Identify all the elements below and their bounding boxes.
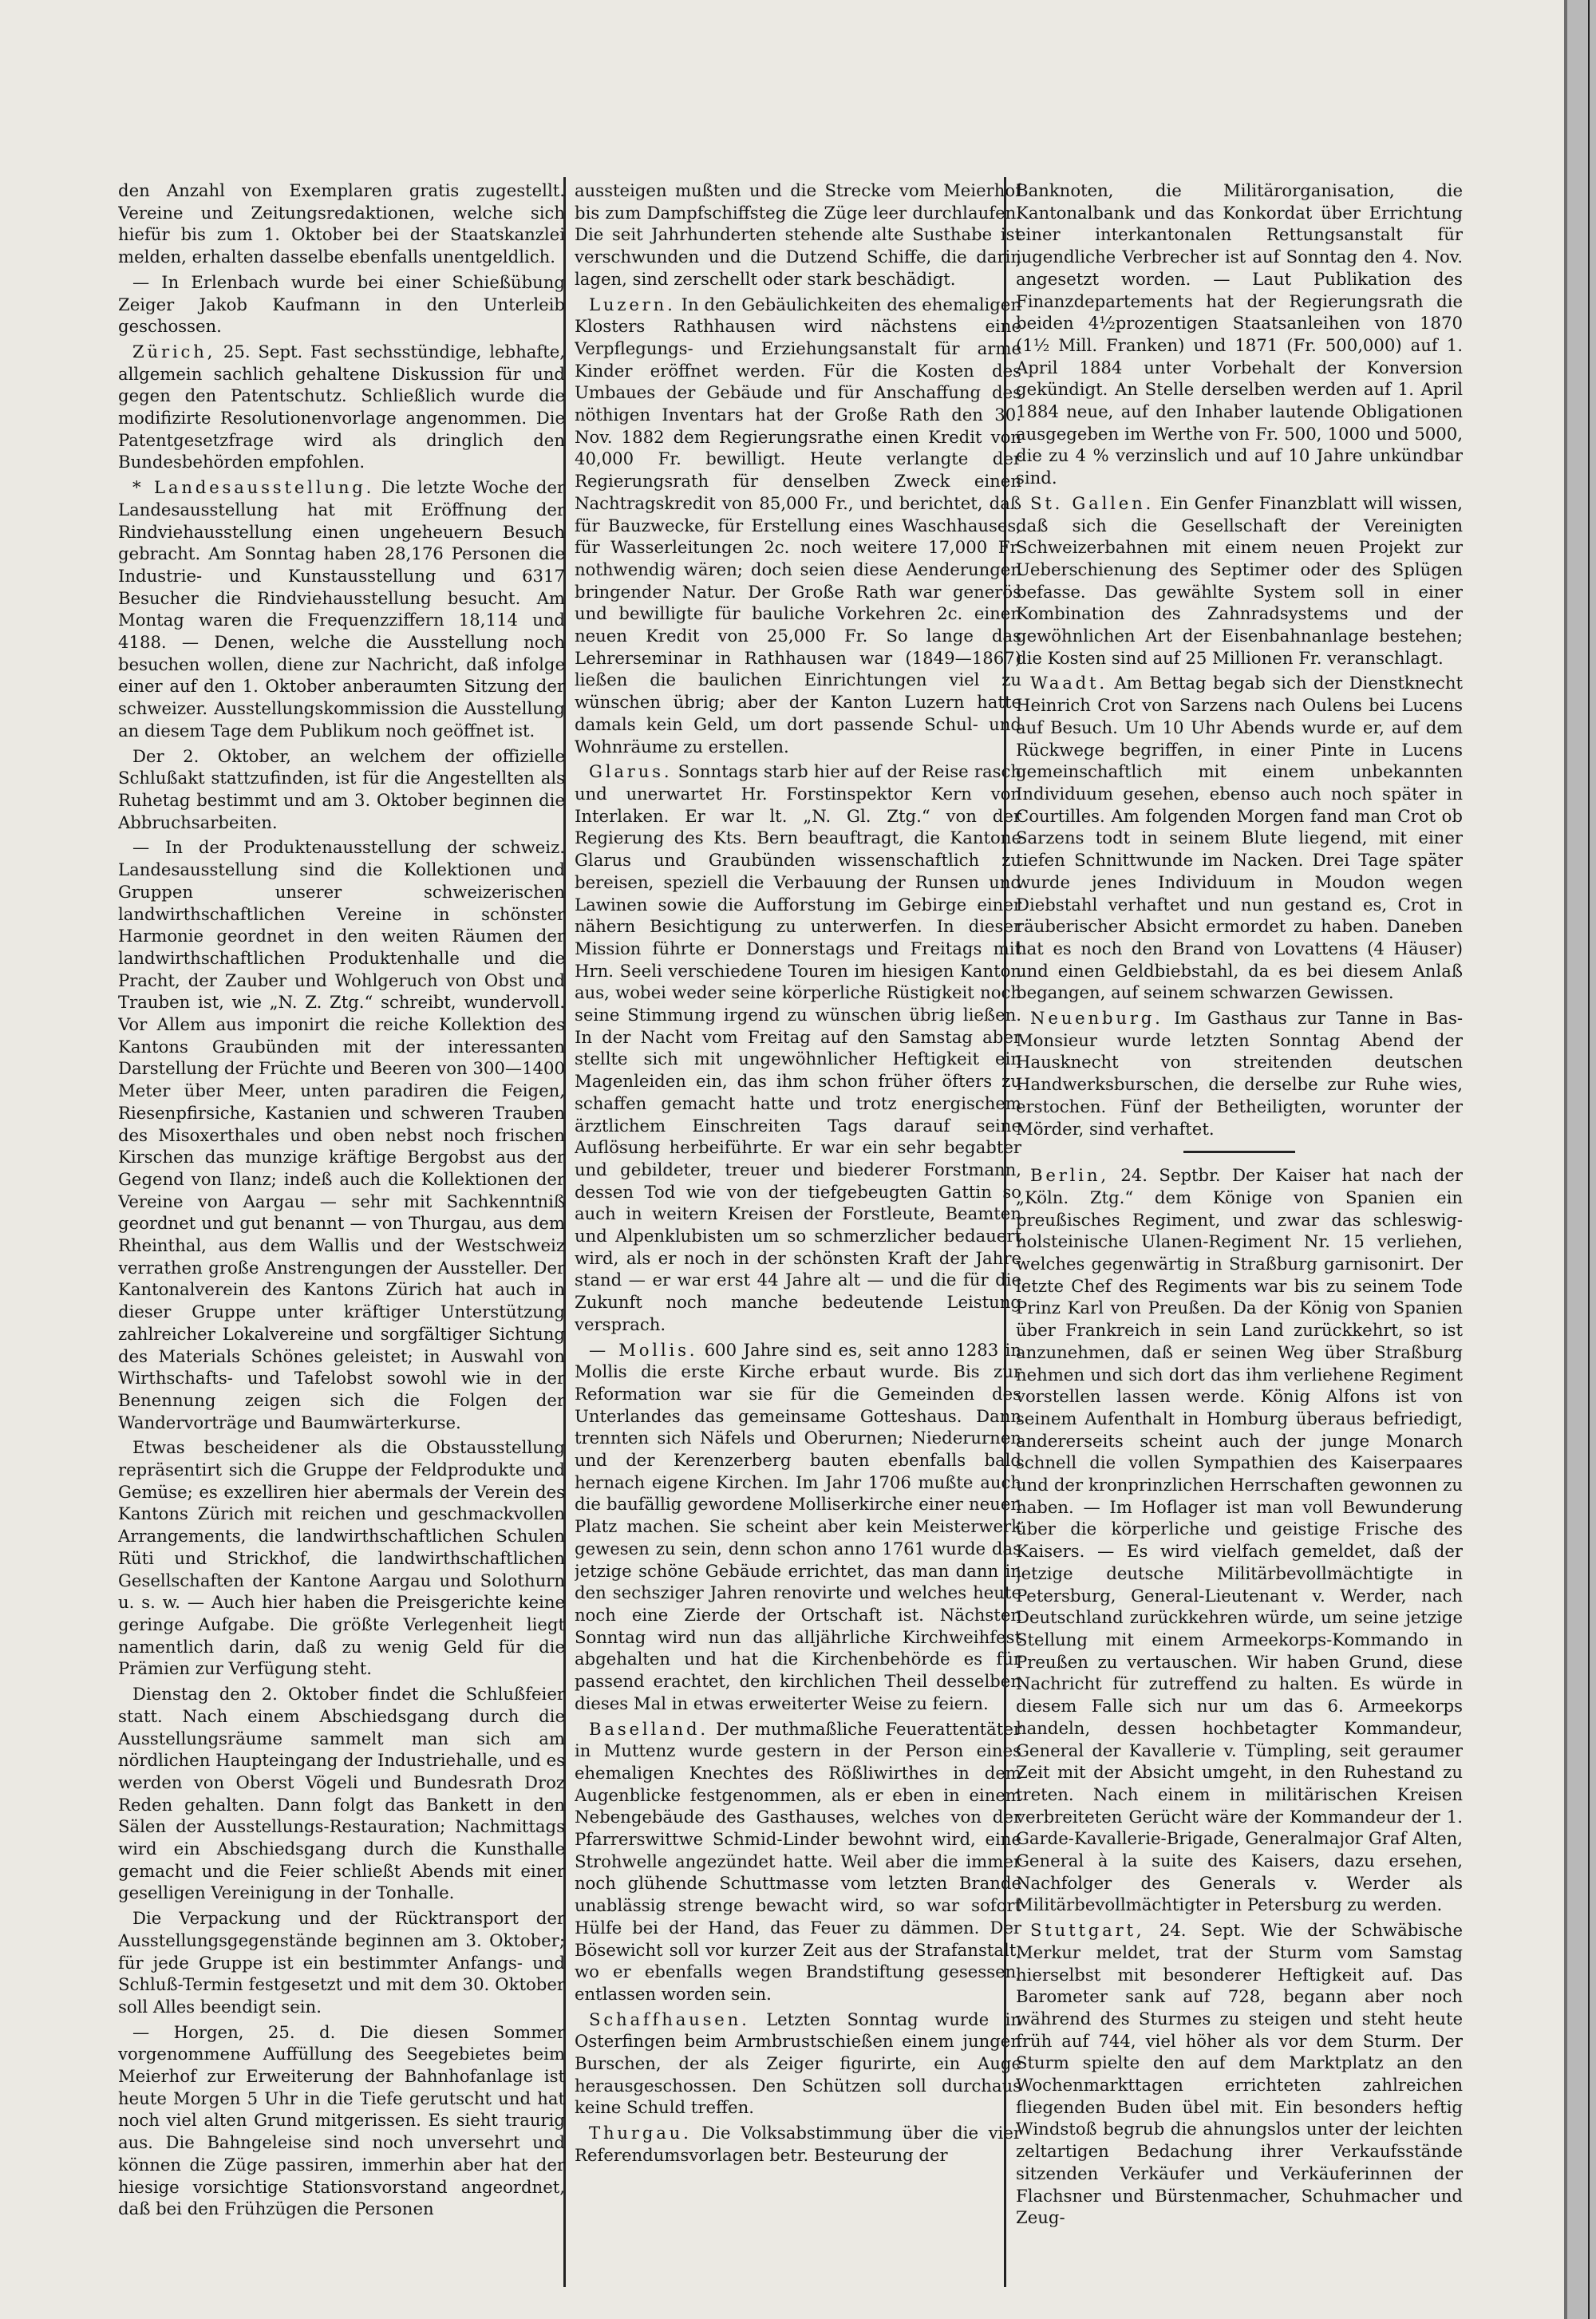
article-paragraph [118,1907,565,2018]
article-paragraph [575,760,1021,1335]
dateline: Thurgau. [589,2123,692,2143]
paragraph-text: — In Erlenbach wurde bei einer Schießübung Zeiger Jakob Kaufmann in den Unterleib geschossen. [118,271,565,337]
article-paragraph [1016,492,1463,670]
text-column-2 [575,180,1021,2295]
article-paragraph [1016,1919,1463,2229]
article-paragraph [118,271,565,338]
paragraph-text: 600 Jahre sind es, seit anno 1283 in Mollis die erste Kirche erbaut wurde. Bis zur Reformation war sie für die Gemeinden des Unterlandes das gemeinsame Gotteshaus. Dann trennten sich Näfels und Oberurnen; Niederurnen und der Kerenzerberg bauten ebenfalls bald hernach eigene Kirchen. Im Jahr 1706 mußte auch die baufällig gewordene Molliserkirche einer neuen Platz machen. Sie scheint aber kein Meisterwerk gewesen zu sein, denn schon anno 1761 wurde das jetzige schöne Gebäude errichtet, das man dann in den sechsziger Jahren renovirte und welches heute noch eine Zierde der Ortschaft ist. Nächsten Sonntag wird nun das alljährliche Kirchweihfest abgehalten und hat die Kirchenbehörde es für passend erachtet, den kirchlichen Theil desselben dieses Mal in etwas erweiterter Weise zu feiern. [575,1339,1021,1713]
dateline: Glarus. [589,761,673,782]
paragraph-text: aussteigen mußten und die Strecke vom Meierhof bis zum Dampfschiffsteg die Züge leer durchlaufen. Die seit Jahrhunderten stehende alte Susthabe ist verschwunden und die Dutzend Schiffe, die darin lagen, sind zerschellt oder stark beschädigt. [575,180,1021,289]
article-paragraph [1016,1007,1463,1140]
paragraph-text: Dienstag den 2. Oktober findet die Schlußfeier statt. Nach einem Abschiedsgang durch die Ausstellungsräume sammelt man sich am nördlichen Haupteingang der Industriehalle, und es werden von Oberst Vögeli und Bundesrath Droz Reden gehalten. Dann folgt das Bankett in den Sälen der Ausstellungs-Restauration; Nachmittags wird ein Abschiedsgang durch die Kunsthalle gemacht und die Feier schließt Abends mit einer geselligen Vereinigung in der Tonhalle. [118,1684,565,1903]
paragraph-text: — In der Produktenausstellung der schweiz. Landesausstellung sind die Kollektionen und Gruppen unserer schweizerischen landwirthschaftlichen Vereine in schönster Harmonie geordnet in den weiten Räumen der landwirthschaftlichen Produktenhalle und die Pracht, der Zauber und Wohlgeruch von Obst und Trauben ist, wie „N. Z. Ztg.“ schreibt, wundervoll. Vor Allem aus imponirt die reiche Kollektion des Kantons Graubünden mit der interessanten Darstellung der Früchte und Beeren von 300—1400 Meter über Meer, unten paradiren die Feigen, Riesenpfirsiche, Kastanien und schweren Trauben des Misoxerthales und oben nebst noch frischen Kirschen das munzige kräftige Bergobst aus der Gegend von Ilanz; indeß auch die Kollektionen der Vereine von Aargau — sehr mit Sachkenntniß geordnet und gut benannt — von Thurgau, aus dem Rheinthal, aus dem Wallis und der Westschweiz verrathen große Anstrengungen der Aussteller. Der Kantonalverein des Kantons Zürich hat auch in dieser Gruppe unter kräftiger Unterstützung zahlreicher Lokalvereine und sorgfältiger Sichtung des Materials Schönes geleistet; in Auswahl von Wirthschafts- und Tafelobst sowohl wie in der Benennung zeigen sich die Folgen der Wandervorträge und Baumwärterkurse. [118,837,565,1432]
article-paragraph [575,2009,1021,2119]
article-paragraph [118,476,565,741]
dateline: Zürich, [132,341,216,361]
dateline: Luzern. [589,294,676,314]
page-edge-line [1588,0,1590,2319]
paragraph-text: Der 2. Oktober, an welchem der offizielle Schlußakt stattzufinden, ist für die Angestellten als Ruhetag bestimmt und am 3. Oktober beginnen die Abbruchsarbeiten. [118,745,565,832]
article-paragraph [118,745,565,834]
article-paragraph [118,180,565,268]
article-paragraph [118,836,565,1433]
paragraph-text: 24. Sept. Wie der Schwäbische Merkur meldet, trat der Sturm vom Samstag hierselbst mit besonderer Heftigkeit auf. Das Barometer sank auf 728, begann aber noch während des Sturmes zu steigen und steht heute früh auf 744, viel höher als vor dem Sturm. Der Sturm spielte den auf dem Marktplatz an den Wochenmarkttagen errichteten zahlreichen fliegenden Buden übel mit. Ein besonders heftig Windstoß begrub die ahnungslos unter der leichten zeltartigen Bedachung ihrer Verkaufsstände sitzenden Verkäufer und Verkäuferinnen der Flachsner und Bürstenmacher, Schuhmacher und Zeug- [1016,1920,1463,2228]
article-paragraph [118,2021,565,2220]
paragraph-text: Die Volksabstimmung über die vier Referendumsvorlagen betr. Besteurung der [575,2123,1021,2165]
dateline: Berlin, [1030,1165,1109,1186]
paragraph-text: 24. Septbr. Der Kaiser hat nach der „Köln. Ztg.“ dem Könige von Spanien ein preußisches Regiment, und zwar das schleswig-holsteinische Ulanen-Regiment Nr. 15 verliehen, welches gegenwärtig in Straßburg garnisonirt. Der letzte Chef des Regiments war bis zu seinem Tode Prinz Karl von Preußen. Da der König von Spanien über Frankreich in sein Land zurückkehrt, so ist anzunehmen, daß er seinen Weg über Straßburg nehmen und sich dort das ihm verliehene Regiment vorstellen lassen werde. König Alfons ist von seinem Aufenthalt in Homburg überaus befriedigt, andererseits scheint auch der junge Monarch schnell die vollen Sympathien des Kaiserpaares und der kronprinzlichen Herrschaften gewonnen zu haben. — Im Hoflager ist man voll Bewunderung über die körperliche und geistige Frische des Kaisers. — Es wird vielfach gemeldet, daß der jetzige deutsche Militärbevollmächtigte in Petersburg, General-Lieutenant v. Werder, nach Deutschland zurückkehren würde, um seine jetzige Stellung mit einem Armeekorps-Kommando in Preußen zu vertauschen. Wir haben Grund, diese Nachricht für zutreffend zu halten. Es würde in diesem Falle sich nur um das 6. Armeekorps handeln, dessen hochbetagter Kommandeur, General der Kavallerie v. Tümpling, seit geraumer Zeit mit der Absicht umgeht, in den Ruhestand zu treten. Nach einem in militärischen Kreisen verbreiteten Gerücht wäre der Kommandeur der 1. Garde-Kavallerie-Brigade, Generalmajor Graf Alten, General à la suite des Kaisers, dazu ersehen, Nachfolger des Generals v. Werder als Militärbevollmächtigter in Petersburg zu werden. [1016,1165,1463,1915]
article-paragraph [575,2122,1021,2166]
article-paragraph [1016,672,1463,1004]
dateline: Stuttgart, [1030,1920,1145,1941]
article-paragraph [118,1436,565,1680]
paragraph-text: Letzten Sonntag wurde in Osterfingen beim Armbrustschießen einem jungen Burschen, der als Zeiger figurirte, ein Auge herausgeschossen. Den Schützen soll durchaus keine Schuld treffen. [575,2009,1021,2118]
dateline: * Landesausstellung. [132,477,375,498]
paragraph-text: Am Bettag begab sich der Dienstknecht Heinrich Crot von Sarzens nach Oulens bei Lucens auf Besuch. Um 10 Uhr Abends wurde er, auf dem Rückwege begriffen, in einer Pinte in Lucens gemeinschaftlich mit einem unbekannten Individuum gesehen, ebenso auch noch später in Courtilles. Am folgenden Morgen fand man Crot ob Sarzens todt in seinem Blute liegend, mit einer tiefen Schnittwunde im Nacken. Drei Tage später wurde jenes Individuum in Moudon wegen Diebstahl verhaftet und nun gestand es, Crot in räuberischer Absicht ermordet zu haben. Daneben hat es noch den Brand von Lovattens (4 Häuser) und einen Geldbiebstahl, da es bei diesem Anlaß begangen, auf seinem schwarzen Gewissen. [1016,673,1463,1003]
paragraph-text: Etwas bescheidener als die Obstausstellung repräsentirt sich die Gruppe der Feldprodukte und Gemüse; es exzelliren hier abermals der Verein des Kantons Zürich mit reichen und geschmackvollen Arrangements, die landwirthschaftlichen Schulen Rüti und Strickhof, die landwirthschaftlichen Gesellschaften der Kantone Aargau und Solothurn u. s. w. — Auch hier haben die Preisgerichte keine geringe Aufgabe. Die größte Verlegenheit liegt namentlich darin, daß zu wenig Geld für die Prämien zur Verfügung steht. [118,1437,565,1679]
dateline: — Mollis. [589,1339,698,1360]
dateline: St. Gallen. [1030,492,1155,513]
paragraph-text: Im Gasthaus zur Tanne in Bas-Monsieur wurde letzten Sonntag Abend der Hausknecht von streitenden deutschen Handwerksburschen, die derselbe zur Ruhe wies, erstochen. Fünf der Betheiligten, worunter der Mörder, sind verhaftet. [1016,1008,1463,1139]
article-paragraph [575,1339,1021,1715]
paragraph-text: Die letzte Woche der Landesausstellung hat mit Eröffnung der Rindviehausstellung einen ungeheuern Besuch gebracht. Am Sonntag haben 28,176 Personen die Industrie- und Kunstausstellung und 6317 Besucher die Rindviehausstellung besucht. Am Montag waren die Frequenzziffern 18,114 und 4188. — Denen, welche die Ausstellung noch besuchen wollen, diene zur Nachricht, daß infolge einer auf den 1. Oktober anberaumten Sitzung der schweizer. Ausstellungskommission die Ausstellung an diesem Tage dem Publikum noch geöffnet ist. [118,477,565,741]
text-column-1 [118,180,565,2295]
paragraph-text: — Horgen, 25. d. Die diesen Sommer vorgenommene Auffüllung des Seegebietes beim Meierhof zur Erweiterung der Bahnhofanlage ist heute Morgen 5 Uhr in die Tiefe gerutscht und hat noch viel alten Grund mitgerissen. Es sieht traurig aus. Die Bahngeleise sind noch unversehrt und können die Züge passiren, immerhin aber hat der hiesige vorsichtige Stationsvorstand angeordnet, daß bei den Frühzügen die Personen [118,2021,565,2219]
scan-border [1564,0,1596,2319]
section-separator [1183,1151,1295,1153]
paragraph-text: den Anzahl von Exemplaren gratis zugestellt. Vereine und Zeitungsredaktionen, welche sich hiefür bis zum 1. Oktober bei der Staatskanzlei melden, erhalten dasselbe ebenfalls unentgeldlich. [118,180,565,267]
paragraph-text: 25. Sept. Fast sechsstündige, lebhafte, allgemein sachlich gehaltene Diskussion für und gegen den Patentschutz. Schließlich wurde die modifizirte Resolutionenvorlage angenommen. Die Patentgesetzfrage wird als dringlich den Bundesbehörden empfohlen. [118,341,565,472]
text-column-3 [1016,180,1463,2295]
article-paragraph [1016,1164,1463,1916]
paragraph-text: Ein Genfer Finanzblatt will wissen, daß sich die Gesellschaft der Vereinigten Schweizerbahnen mit einem neuen Projekt zur Ueberschienung des Septimer oder des Splügen befasse. Das gewählte System soll in einer Kombination des Zahnradsystems und der gewöhnlichen Art der Eisenbahnanlage bestehen; die Kosten sind auf 25 Millionen Fr. veranschlagt. [1016,492,1463,668]
article-paragraph [1016,180,1463,489]
paragraph-text: Banknoten, die Militärorganisation, die Kantonalbank und das Konkordat über Errichtung einer interkantonalen Rettungsanstalt für jugendliche Verbrecher ist auf Sonntag den 4. Nov. angesetzt worden. — Laut Publikation des Finanzdepartements hat der Regierungsrath die beiden 4½prozentigen Staatsanleihen von 1870 (1½ Mill. Franken) und 1871 (Fr. 500,000) auf 1. April 1884 unter Vorbehalt der Konversion gekündigt. An Stelle derselben werden auf 1. April 1884 neue, auf den Inhaber lautende Obligationen ausgegeben im Werthe von Fr. 500, 1000 und 5000, die zu 4 % verzinslich und auf 10 Jahre unkündbar sind. [1016,180,1463,488]
paragraph-text: Der muthmaßliche Feuerattentäter in Muttenz wurde gestern in der Person eines ehemaligen Knechtes des Rößliwirthes in dem Augenblicke festgenommen, als er eben in einem Nebengebäude des Gasthauses, welches von der Pfarrerswittwe Schmid-Linder bewohnt wird, eine Strohwelle angezündet hatte. Weil aber die immer noch glühende Schuttmasse vom letzten Brande unablässig strenge bewacht wird, so war sofort Hülfe bei der Hand, das Feuer zu dämmen. Der Bösewicht soll vor kurzer Zeit aus der Strafanstalt, wo er ebenfalls wegen Brandstiftung gesessen, entlassen worden sein. [575,1718,1021,2004]
paragraph-text: In den Gebäulichkeiten des ehemaligen Klosters Rathhausen wird nächstens eine Verpflegungs- und Erziehungsanstalt für arme Kinder eröffnet werden. Für die Kosten des Umbaues der Gebäude und für Anschaffung des nöthigen Inventars hat der Große Rath den 30. Nov. 1882 dem Regierungsrathe einen Kredit von 40,000 Fr. bewilligt. Heute verlangte der Regierungsrath für denselben Zweck einen Nachtragskredit von 85,000 Fr., und berichtet, daß für Bauzwecke, für Erstellung eines Waschhauses, für Wasserleitungen 2c. noch weitere 17,000 Fr. nothwendig wären; doch seien diese Aenderungen bringender Natur. Der Große Rath war generös und bewilligte für bauliche Vorkehren 2c. einen neuen Kredit von 25,000 Fr. So lange das Lehrerseminar in Rathhausen war (1849—1867) ließen die baulichen Einrichtungen viel zu wünschen übrig; aber der Kanton Luzern hatte damals kein Geld, um dort passende Schul- und Wohnräume zu erstellen. [575,294,1021,757]
article-paragraph [575,1718,1021,2005]
paragraph-text: Sonntags starb hier auf der Reise rasch und unerwartet Hr. Forstinspektor Kern von Interlaken. Er war lt. „N. Gl. Ztg.“ von der Regierung des Kts. Bern beauftragt, die Kantone Glarus und Graubünden wissenschaftlich zu bereisen, speziell die Verbauung der Runsen und Lawinen sowie die Aufforstung im Gebirge einer nähern Besichtigung zu unterwerfen. In dieser Mission führte er Donnerstags und Freitags mit Hrn. Seeli verschiedene Touren im hiesigen Kanton aus, wobei weder seine körperliche Rüstigkeit noch seine Stimmung irgend zu wünschen übrig ließen. In der Nacht vom Freitag auf den Samstag aber stellte sich mit ungewöhnlicher Heftigkeit ein Magenleiden ein, das ihm schon früher öfters zu schaffen gemacht hatte und trotz energischem ärztlichem Einschreiten Tags darauf seine Auflösung herbeiführte. Er war ein sehr begabter und gebildeter, treuer und biederer Forstmann, dessen Tod wie von der tiefgebeugten Gattin so auch in weitern Kreisen der Forstleute, Beamten und Alpenklubisten um so schmerzlicher bedauert wird, als er noch in der schönsten Kraft der Jahre stand — er war erst 44 Jahre alt — und die für die Zukunft noch manche bedeutende Leistung versprach. [575,761,1021,1334]
article-paragraph [118,341,565,473]
dateline: Baselland. [589,1718,709,1739]
paragraph-text: Die Verpackung und der Rücktransport der Ausstellungsgegenstände beginnen am 3. Oktober; für jede Gruppe ist ein bestimmter Anfangs- und Schluß-Termin festgesetzt und mit dem 30. Oktober soll Alles beendigt sein. [118,1908,565,2017]
dateline: Schaffhausen. [589,2009,750,2029]
article-paragraph [575,294,1021,758]
article-paragraph [118,1683,565,1904]
dateline: Waadt. [1030,673,1108,693]
dateline: Neuenburg. [1030,1008,1163,1029]
article-paragraph [575,180,1021,290]
